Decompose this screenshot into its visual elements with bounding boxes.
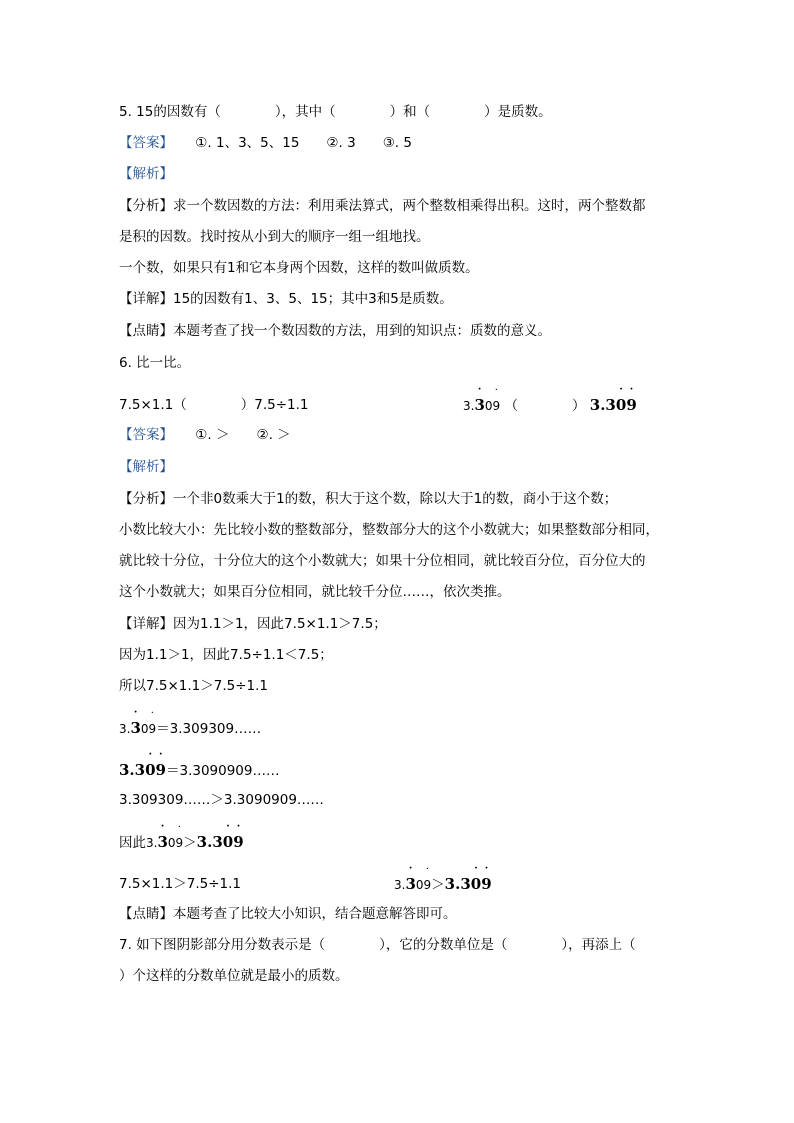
q5-fenxi-1: 【分析】求一个数因数的方法：利用乘法算式，两个整数相乘得出积。这时，两个整数都 — [119, 198, 646, 214]
q6-left-compare: 7.5×1.1（ ）7.5÷1.1 — [119, 397, 309, 413]
q6-fenxi-3: 就比较十分位，十分位大的这个小数就大；如果十分位相同，就比较百分位，百分位大的 — [119, 553, 646, 569]
q7-line-2: ）个这样的分数单位就是最小的质数。 — [119, 968, 349, 984]
q6-compare: 3.309309……＞3.3090909…… — [119, 792, 324, 808]
q6-title: 6. 比一比。 — [119, 355, 191, 371]
q5-answer — [119, 133, 412, 153]
q5-question: 5. 15的因数有（ ），其中（ ）和（ ）是质数。 — [119, 104, 552, 120]
q6-fenxi-4: 这个小数就大；如果百分位相同，就比较千分位……，依次类推。 — [119, 584, 511, 600]
q6-final-left: 7.5×1.1＞7.5÷1.1 — [119, 876, 242, 892]
q6-eq-2: 3.3 · 0 · 9＝3.3090909…… — [119, 749, 280, 779]
q6-fenxi-2: 小数比较大小：先比较小数的整数部分，整数部分大的这个小数就大；如果整数部分相同， — [119, 522, 659, 538]
q6-answer-text: ①. ＞ ②. ＞ — [195, 427, 291, 443]
q5-fenxi-3: 一个数，如果只有1和它本身两个因数，这样的数叫做质数。 — [119, 260, 479, 276]
q6-fenxi-1: 【分析】一个非0数乘大于1的数，积大于这个数，除以大于1的数，商小于这个数； — [119, 491, 618, 507]
q6-answer — [119, 425, 291, 445]
q6-xiangjie-1: 【详解】因为1.1＞1，因此7.5×1.1＞7.5； — [119, 616, 387, 632]
q6-dianjing: 【点睛】本题考查了比较大小知识，结合题意解答即可。 — [119, 906, 457, 922]
q5-xiangjie: 【详解】15的因数有1、3、5、15；其中3和5是质数。 — [119, 291, 453, 307]
q6-final-right: 3. · 30 · 9＞3.3 · 0 · 9 — [394, 863, 492, 893]
q6-jiexi-label: 【解析】 — [119, 459, 173, 475]
q6-xiangjie-3: 所以7.5×1.1＞7.5÷1.1 — [119, 678, 269, 694]
q6-eq-1: 3. · 30 · 9＝3.309309…… — [119, 707, 262, 737]
answer-label: 【答案】 — [119, 135, 173, 151]
q5-answer-text: ①. 1、3、5、15 ②. 3 ③. 5 — [195, 135, 412, 151]
answer-label: 【答案】 — [119, 427, 173, 443]
q6-right-compare: 3. · 30 · 9 （ ） 3.3 · 0 · 9 — [463, 384, 637, 414]
q5-fenxi-2: 是积的因数。找时按从小到大的顺序一组一组地找。 — [119, 229, 430, 245]
q6-yinci: 因此3. · 30 · 9＞3.3 · 0 · 9 — [119, 821, 244, 851]
q5-dianjing: 【点睛】本题考查了找一个数因数的方法，用到的知识点：质数的意义。 — [119, 323, 551, 339]
q7-line-1: 7. 如下图阴影部分用分数表示是（ ），它的分数单位是（ ），再添上（ — [119, 937, 636, 953]
q5-jiexi-label: 【解析】 — [119, 166, 173, 182]
q6-xiangjie-2: 因为1.1＞1，因此7.5÷1.1＜7.5； — [119, 647, 333, 663]
